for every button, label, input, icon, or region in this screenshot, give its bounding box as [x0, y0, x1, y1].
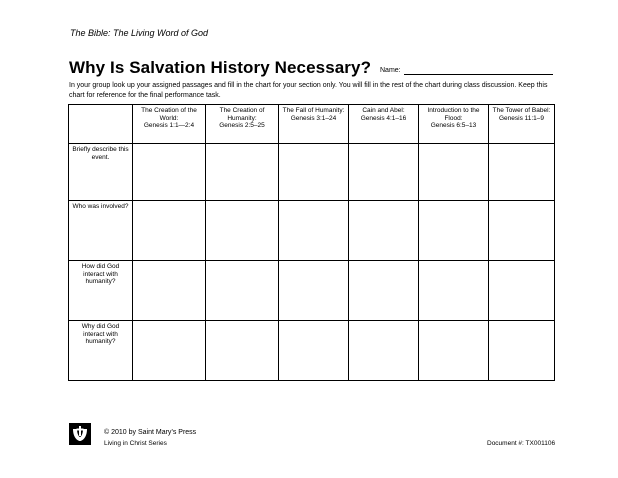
column-header: Cain and Abel: Genesis 4:1–16 — [349, 105, 419, 144]
answer-cell[interactable] — [349, 321, 419, 381]
header-row — [69, 105, 555, 144]
answer-cell[interactable] — [349, 261, 419, 321]
series-name: Living in Christ Series — [104, 440, 167, 447]
column-header: The Tower of Babel: Genesis 11:1–9 — [489, 105, 555, 144]
answer-cell[interactable] — [419, 201, 489, 261]
name-label: Name: — [380, 67, 401, 74]
saint-marys-press-logo-icon — [69, 423, 91, 445]
table-row — [69, 144, 555, 201]
column-header: The Fall of Humanity: Genesis 3:1–24 — [279, 105, 349, 144]
answer-cell[interactable] — [279, 144, 349, 201]
answer-cell[interactable] — [489, 144, 555, 201]
table-row — [69, 201, 555, 261]
copyright-text: © 2010 by Saint Mary’s Press — [104, 429, 197, 436]
answer-cell[interactable] — [206, 144, 279, 201]
answer-cell[interactable] — [206, 321, 279, 381]
answer-cell[interactable] — [489, 261, 555, 321]
answer-cell[interactable] — [349, 201, 419, 261]
instructions: In your group look up your assigned passages and fill in the chart for your section only. You will fill in the rest of the chart during class discussion. Keep this chart for reference for the final performance task. — [69, 82, 548, 99]
answer-cell[interactable] — [279, 321, 349, 381]
salvation-history-chart — [68, 104, 555, 381]
answer-cell[interactable] — [419, 261, 489, 321]
name-field[interactable] — [404, 74, 553, 75]
answer-cell[interactable] — [489, 201, 555, 261]
row-header: Briefly describe this event. — [69, 144, 133, 201]
answer-cell[interactable] — [349, 144, 419, 201]
row-header: Who was involved? — [69, 201, 133, 261]
answer-cell[interactable] — [206, 201, 279, 261]
document-number: Document #: TX001106 — [487, 440, 556, 447]
column-header: Introduction to the Flood: Genesis 6:5–13 — [419, 105, 489, 144]
column-header: The Creation of Humanity: Genesis 2:5–25 — [206, 105, 279, 144]
page-title: Why Is Salvation History Necessary? — [69, 58, 372, 77]
table-row — [69, 261, 555, 321]
row-header: How did God interact with humanity? — [69, 261, 133, 321]
answer-cell[interactable] — [133, 201, 206, 261]
answer-cell[interactable] — [133, 261, 206, 321]
answer-cell[interactable] — [133, 144, 206, 201]
table-row — [69, 321, 555, 381]
corner-cell — [69, 105, 133, 144]
answer-cell[interactable] — [419, 144, 489, 201]
row-header: Why did God interact with humanity? — [69, 321, 133, 381]
answer-cell[interactable] — [279, 261, 349, 321]
answer-cell[interactable] — [206, 261, 279, 321]
answer-cell[interactable] — [489, 321, 555, 381]
answer-cell[interactable] — [419, 321, 489, 381]
column-header: The Creation of the World: Genesis 1:1—2:4 — [133, 105, 206, 144]
answer-cell[interactable] — [133, 321, 206, 381]
series-title: The Bible: The Living Word of God — [70, 28, 209, 38]
answer-cell[interactable] — [279, 201, 349, 261]
